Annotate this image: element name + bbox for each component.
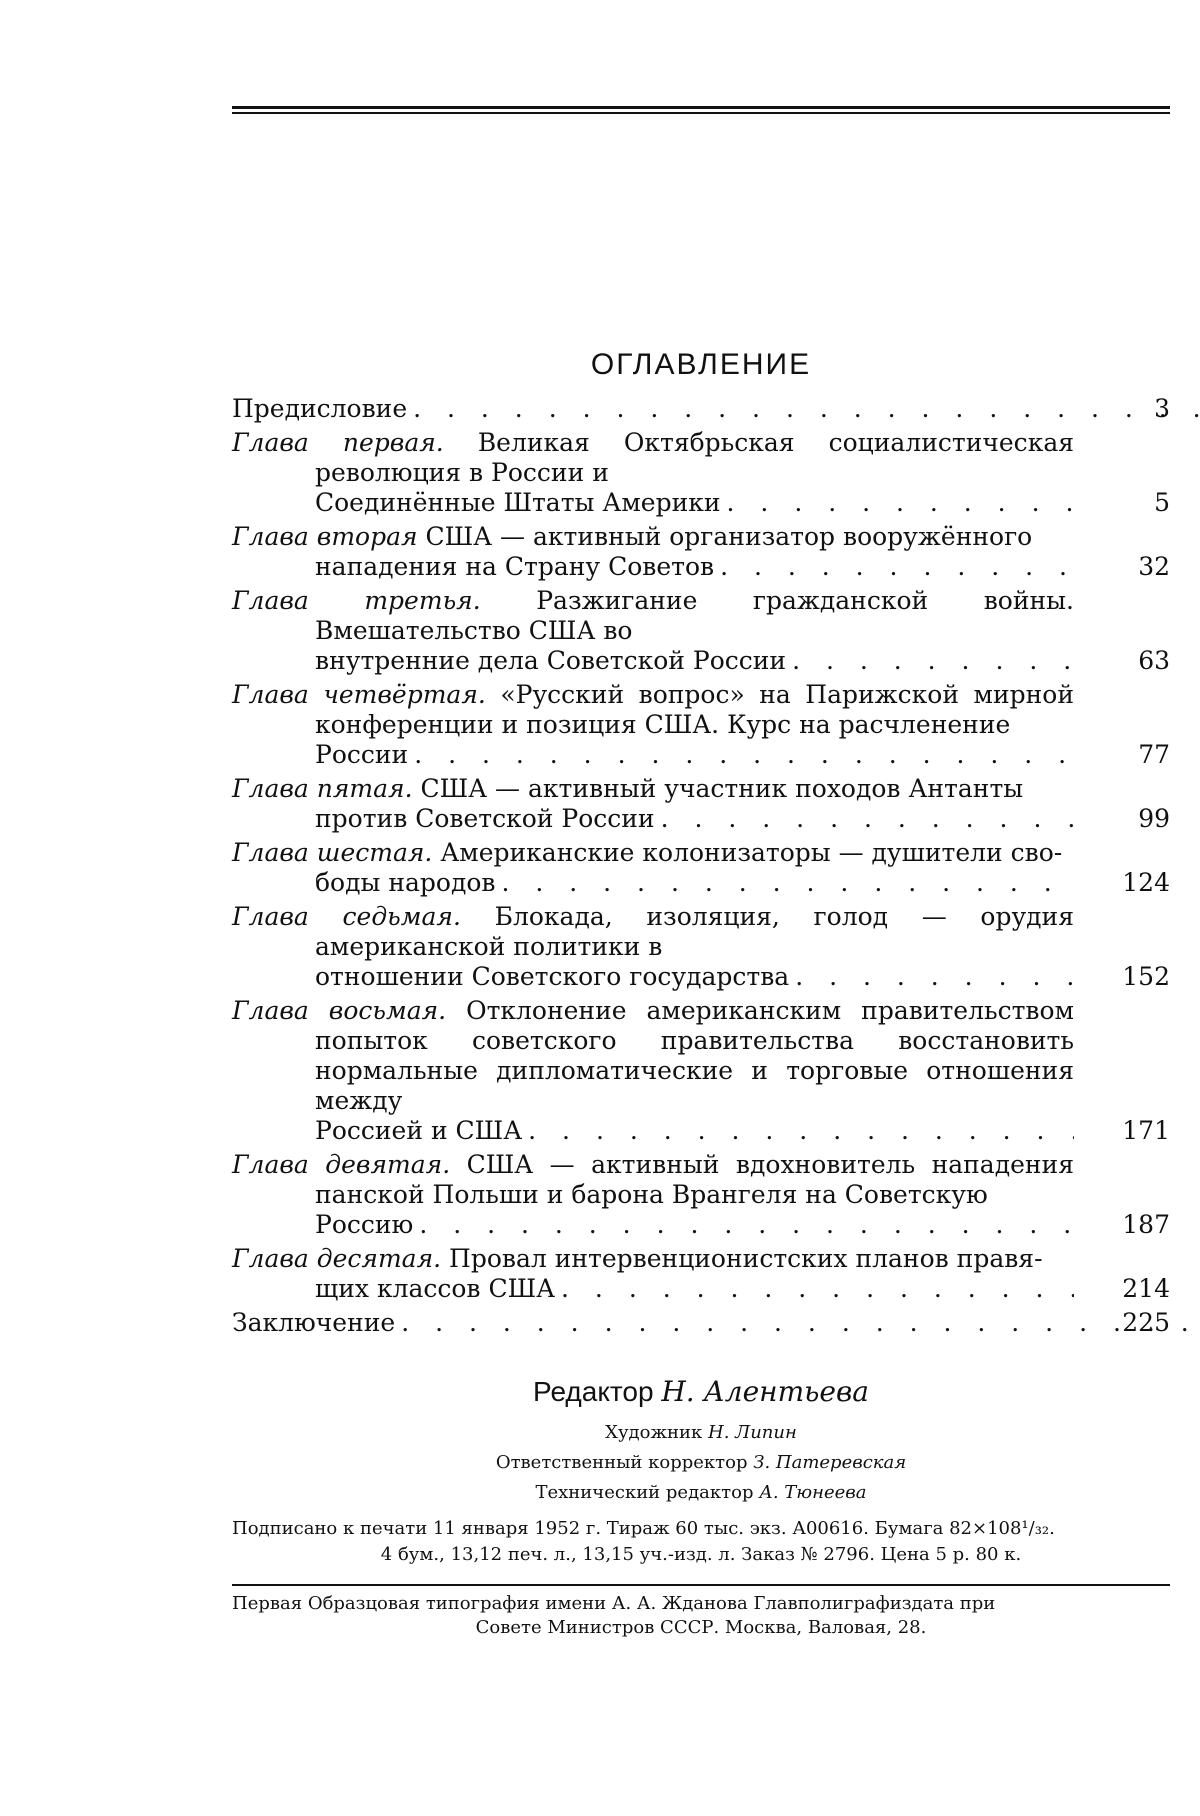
leader-dots (528, 1116, 1074, 1146)
tech-editor-label: Технический редактор (536, 1482, 754, 1503)
chapter-label: Глава первая. (232, 428, 444, 457)
book-page (0, 0, 1200, 1816)
proofreader-name: З. Патеревская (753, 1452, 906, 1473)
toc-entry-chapter-4[interactable] (232, 680, 1170, 770)
toc-entry-preface[interactable] (232, 394, 1170, 424)
chapter-title-tail: боды народов (315, 868, 495, 898)
toc-entry-chapter-8[interactable] (232, 996, 1170, 1146)
toc-page-number: 124 (1090, 868, 1170, 898)
editor-credit (232, 1375, 1170, 1408)
toc-entry-text: Предисловие (232, 394, 407, 423)
editor-label: Редактор (533, 1376, 654, 1407)
printer-line-2: Совете Министров СССР. Москва, Валовая, 28. (232, 1616, 1170, 1640)
leader-dots (401, 1308, 1200, 1337)
chapter-title: США — активный участник походов Антанты (421, 774, 1024, 803)
leader-dots (413, 394, 1200, 423)
chapter-title-tail: щих классов США (315, 1274, 555, 1304)
toc-page-number: 171 (1090, 1116, 1170, 1146)
chapter-title: Разжигание гражданской войны. Вмешательство США во (315, 586, 1074, 645)
artist-credit (232, 1418, 1170, 1448)
proofreader-label: Ответственный корректор (496, 1452, 748, 1473)
chapter-label: Глава восьмая. (232, 996, 446, 1025)
tech-editor-credit (232, 1478, 1170, 1508)
toc-entry-chapter-9[interactable] (232, 1150, 1170, 1240)
chapter-title: «Русский вопрос» на Парижской мирной конференции и позиция США. Курс на расчленение (315, 680, 1074, 739)
chapter-title-tail: Соединённые Штаты Америки (315, 488, 721, 518)
chapter-title: Великая Октябрьская социалистическая революция в России и (315, 428, 1074, 487)
printer-line-1: Первая Образцовая типография имени А. А. Жданова Главполиграфиздата при (232, 1592, 1170, 1616)
chapter-label: Глава вторая (232, 522, 418, 551)
editor-name: Н. Алентьева (661, 1375, 869, 1408)
chapter-label: Глава третья. (232, 586, 481, 615)
toc-page-number: 187 (1090, 1210, 1170, 1240)
imprint-line-2: 4 бум., 13,12 печ. л., 13,15 уч.-изд. л. Заказ № 2796. Цена 5 р. 80 к. (232, 1542, 1170, 1568)
chapter-title-tail: Россией и США (315, 1116, 522, 1146)
chapter-label: Глава шестая. (232, 838, 432, 867)
leader-dots (501, 868, 1074, 898)
credits-block (232, 1375, 1170, 1508)
chapter-title-tail: Россию (315, 1210, 413, 1240)
leader-dots (727, 488, 1074, 518)
proofreader-credit (232, 1448, 1170, 1478)
toc-entry-chapter-1[interactable] (232, 428, 1170, 518)
chapter-title-tail: внутренние дела Советской России (315, 646, 786, 676)
top-double-rule (232, 104, 1170, 116)
toc-entry-chapter-3[interactable] (232, 586, 1170, 676)
chapter-label: Глава десятая. (232, 1244, 441, 1273)
chapter-label: Глава седьмая. (232, 902, 461, 931)
tech-editor-name: А. Тюнеева (759, 1482, 866, 1503)
toc-page-number: 152 (1090, 962, 1170, 992)
chapter-title: Американские колонизаторы — душители сво- (440, 838, 1062, 867)
toc-entry-chapter-5[interactable] (232, 774, 1170, 834)
toc-page-number: 225 (1090, 1308, 1170, 1338)
leader-dots (419, 1210, 1074, 1240)
artist-label: Художник (605, 1422, 702, 1443)
toc-entry-conclusion[interactable] (232, 1308, 1170, 1338)
toc-page-number: 32 (1090, 552, 1170, 582)
chapter-label: Глава девятая. (232, 1150, 450, 1179)
chapter-title-tail: России (315, 740, 408, 770)
chapter-title-tail: отношении Советского государства (315, 962, 789, 992)
toc-page-number: 5 (1090, 488, 1170, 518)
imprint-line-1: Подписано к печати 11 января 1952 г. Тираж 60 тыс. экз. А00616. Бумага 82×108¹/₃₂. (232, 1516, 1170, 1542)
bottom-rule (232, 1584, 1170, 1586)
leader-dots (561, 1274, 1074, 1304)
chapter-label: Глава четвёртая. (232, 680, 486, 709)
leader-dots (792, 646, 1074, 676)
leader-dots (414, 740, 1074, 770)
chapter-title-tail: нападения на Страну Советов (315, 552, 714, 582)
artist-name: Н. Липин (708, 1422, 797, 1443)
toc-page-number: 99 (1090, 804, 1170, 834)
toc-title: ОГЛАВЛЕНИЕ (232, 348, 1170, 382)
toc-entry-chapter-6[interactable] (232, 838, 1170, 898)
chapter-title: Провал интервенционистских планов правя- (449, 1244, 1042, 1273)
leader-dots (661, 804, 1074, 834)
chapter-title: Блокада, изоляция, голод — орудия американской политики в (315, 902, 1074, 961)
chapter-title-tail: против Советской России (315, 804, 655, 834)
toc-entry-text: Заключение (232, 1308, 395, 1337)
leader-dots (795, 962, 1074, 992)
toc-page-number: 3 (1090, 394, 1170, 424)
toc-entry-chapter-7[interactable] (232, 902, 1170, 992)
printer-info (232, 1592, 1170, 1640)
toc-page-number: 77 (1090, 740, 1170, 770)
imprint-block (232, 1516, 1170, 1568)
chapter-title: США — активный вдохновитель нападения панской Польши и барона Врангеля на Советскую (315, 1150, 1074, 1209)
leader-dots (720, 552, 1074, 582)
chapter-title: Отклонение американским правительством попыток советского правительства восстановить нормальные дипломатические и торговые отношения между (315, 996, 1074, 1115)
chapter-title: США — активный организатор вооружённого (426, 522, 1033, 551)
toc-page-number: 63 (1090, 646, 1170, 676)
chapter-label: Глава пятая. (232, 774, 413, 803)
toc-entry-chapter-2[interactable] (232, 522, 1170, 582)
toc-entry-chapter-10[interactable] (232, 1244, 1170, 1304)
toc-page-number: 214 (1090, 1274, 1170, 1304)
table-of-contents (232, 394, 1170, 1342)
